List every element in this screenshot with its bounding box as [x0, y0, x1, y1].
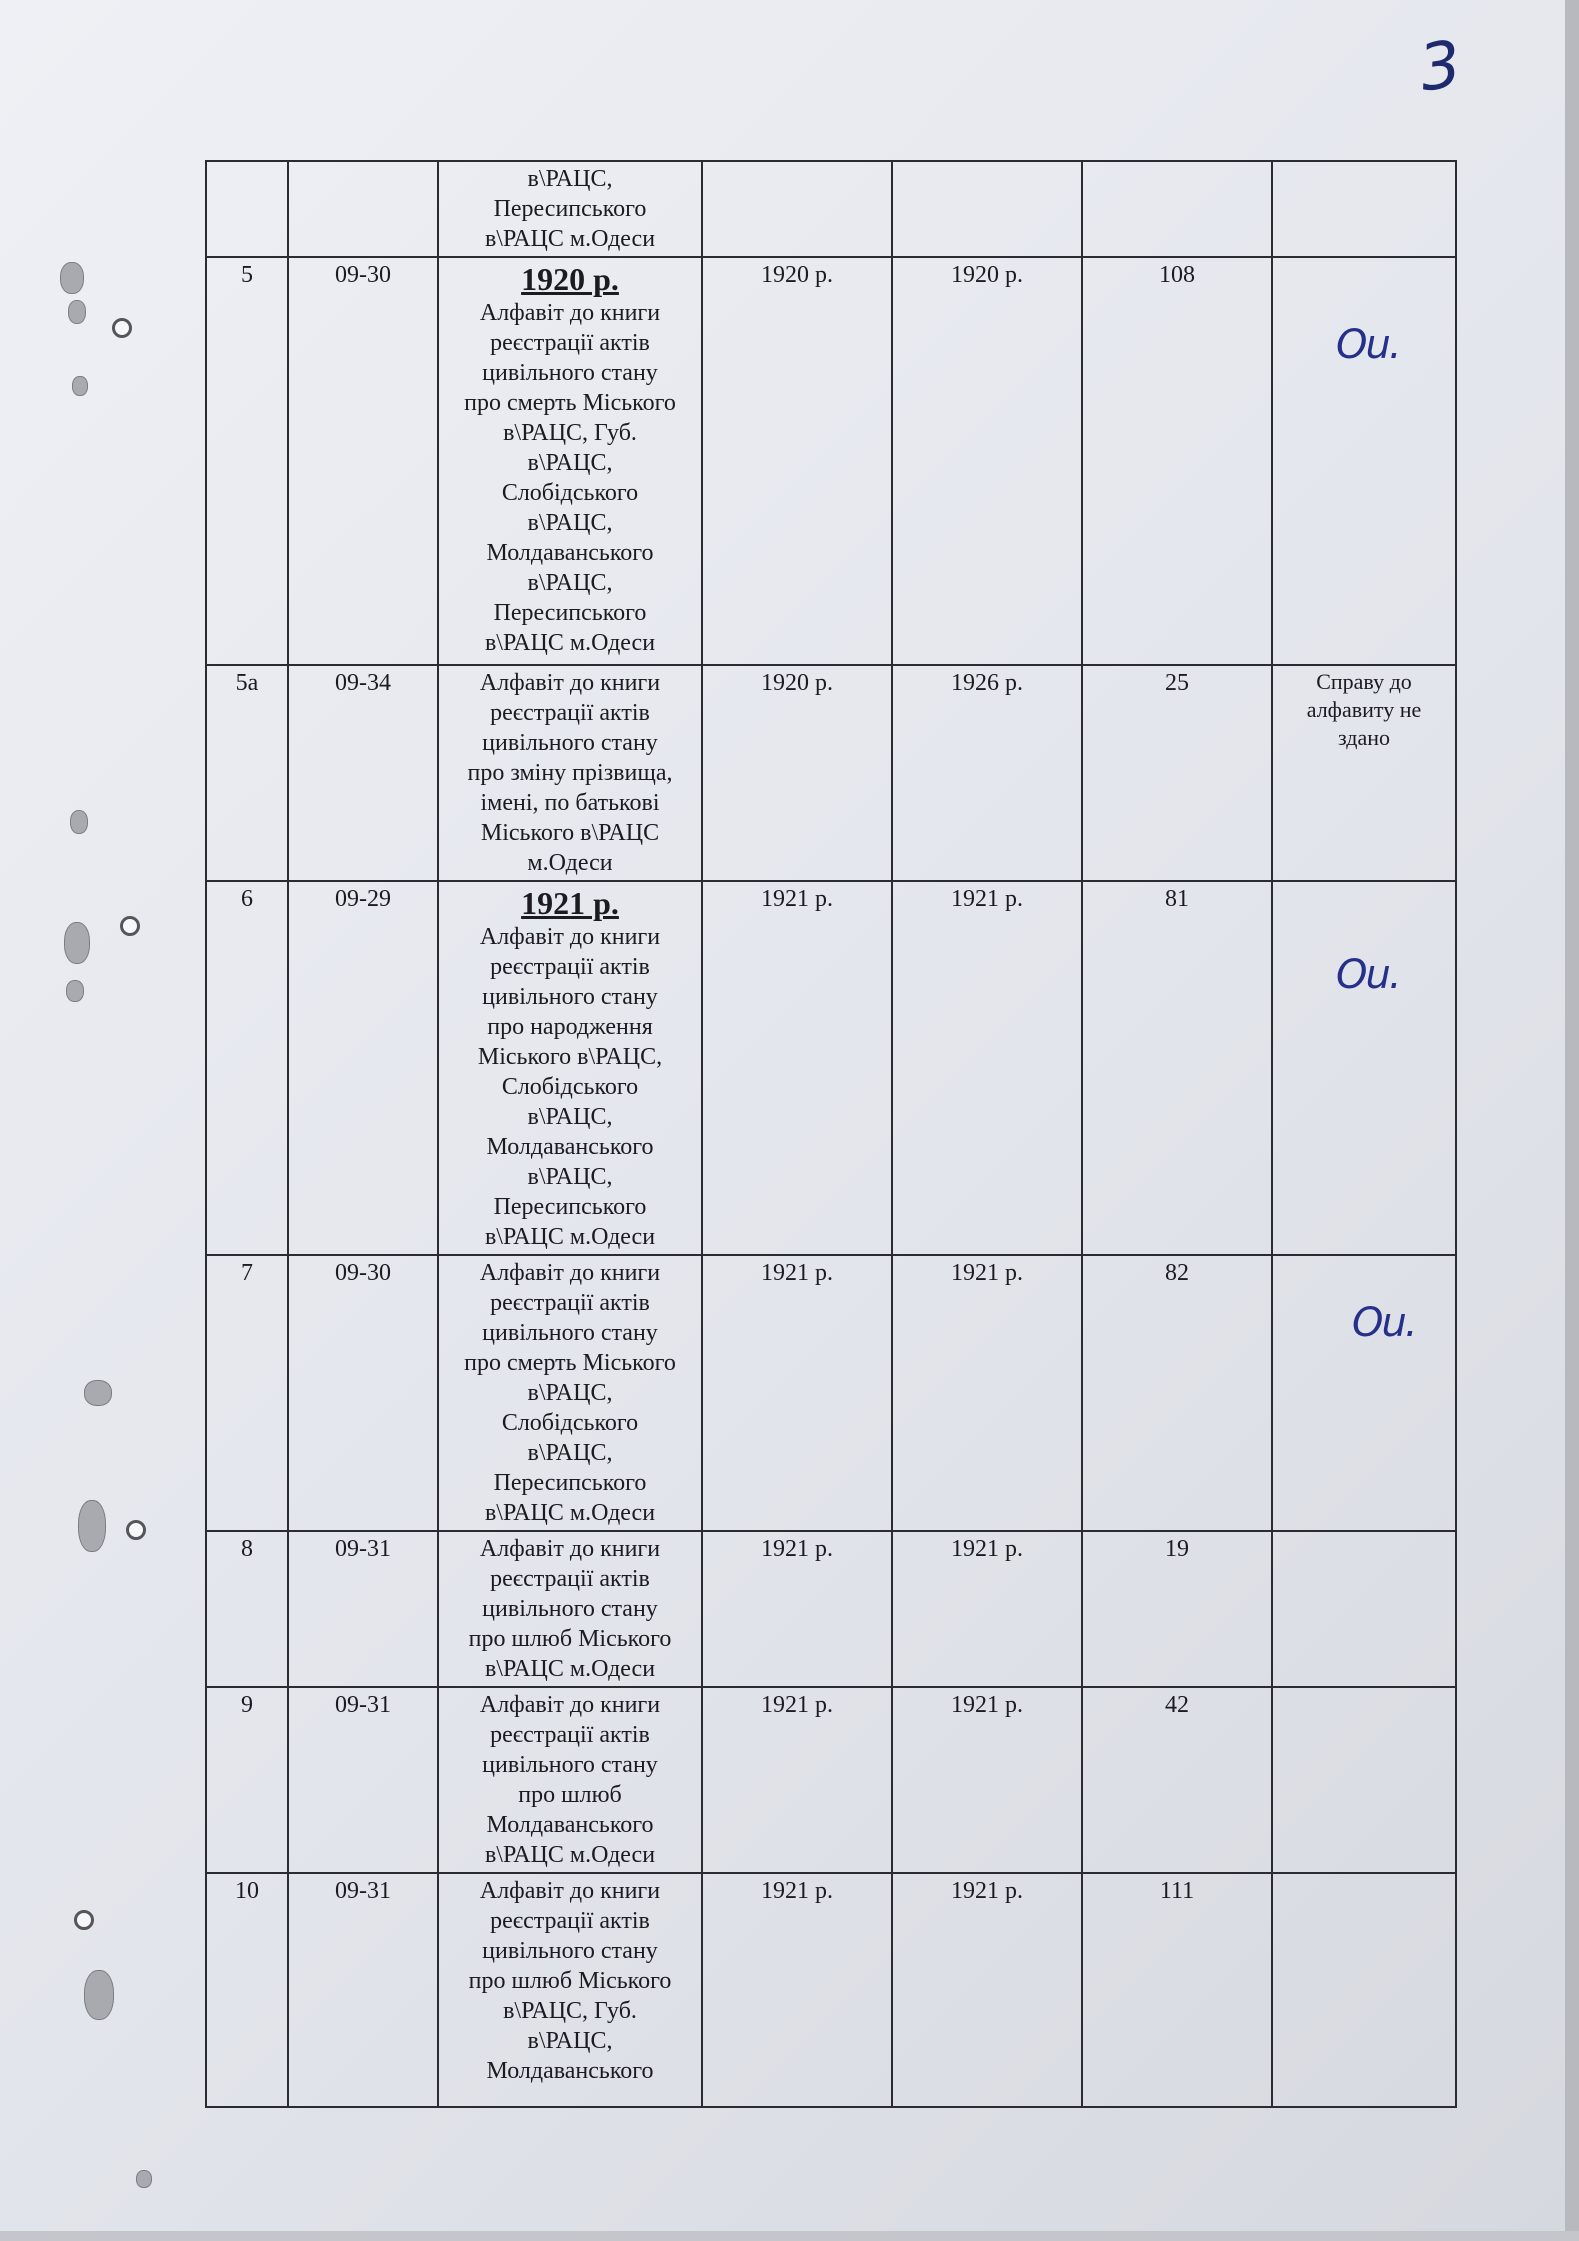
description-line: імені, по батькові: [480, 790, 660, 816]
description-line: про народження: [487, 1014, 653, 1040]
description-line: Міського в\РАЦС: [480, 820, 660, 846]
description-line: Алфавіт до книги: [479, 1692, 661, 1718]
handwritten-check-mark: Ou.: [1336, 952, 1400, 998]
description-line: Пересипського: [493, 196, 647, 222]
page-bottom-edge: [0, 2231, 1579, 2241]
description-line: в\РАЦС,: [527, 1380, 613, 1406]
note-cell: [1272, 665, 1456, 881]
end-year-cell: [892, 161, 1082, 257]
description-line: Молдаванського: [486, 2058, 654, 2084]
number-cell: 10: [206, 1873, 288, 2107]
count-cell: 81: [1082, 881, 1272, 1255]
binder-hole: [112, 318, 132, 338]
note-cell: [1272, 1531, 1456, 1687]
description-line: в\РАЦС,: [527, 1164, 613, 1190]
note-cell: [1272, 161, 1456, 257]
description-line: реєстрації актів: [490, 1908, 650, 1934]
code-cell: 09-31: [288, 1873, 438, 2107]
note-line: Справу до: [1316, 669, 1412, 694]
description-line: Алфавіт до книги: [479, 924, 661, 950]
note-cell: [1272, 881, 1456, 1255]
description-line: реєстрації актів: [490, 954, 650, 980]
table-row: [206, 257, 1456, 665]
description-line: Слобідського: [501, 480, 639, 506]
description-cell: [438, 665, 702, 881]
description-line: Пересипського: [493, 1194, 647, 1220]
number-cell: 9: [206, 1687, 288, 1873]
handwritten-check-mark: Ou.: [1352, 1300, 1416, 1346]
description-line: в\РАЦС м.Одеси: [484, 226, 656, 252]
count-cell: [1082, 161, 1272, 257]
description-line: Пересипського: [493, 600, 647, 626]
description-line: в\РАЦС, Губ.: [503, 420, 637, 446]
start-year-cell: 1921 р.: [702, 1687, 892, 1873]
description-line: реєстрації актів: [490, 1290, 650, 1316]
paper-debris: [68, 300, 86, 324]
code-cell: 09-30: [288, 1255, 438, 1531]
end-year-cell: 1921 р.: [892, 881, 1082, 1255]
description-line: про шлюб: [518, 1782, 622, 1808]
count-cell: 111: [1082, 1873, 1272, 2107]
code-cell: 09-29: [288, 881, 438, 1255]
description-line: Міського в\РАЦС,: [477, 1044, 663, 1070]
table-row: [206, 1531, 1456, 1687]
description-line: про шлюб Міського: [468, 1626, 672, 1652]
description-line: про шлюб Міського: [468, 1968, 672, 1994]
description-line: в\РАЦС,: [527, 166, 613, 192]
description-line: в\РАЦС, Губ.: [503, 1998, 637, 2024]
description-line: реєстрації актів: [490, 1566, 650, 1592]
description-line: про смерть Міського: [464, 390, 676, 416]
description-line: в\РАЦС,: [527, 570, 613, 596]
paper-debris: [72, 376, 88, 396]
paper-debris: [78, 1500, 106, 1552]
count-cell: 25: [1082, 665, 1272, 881]
number-cell: 7: [206, 1255, 288, 1531]
start-year-cell: 1921 р.: [702, 881, 892, 1255]
description-line: Алфавіт до книги: [479, 300, 661, 326]
description-cell: [438, 1687, 702, 1873]
description-line: Слобідського: [501, 1074, 639, 1100]
description-cell: [438, 881, 702, 1255]
description-line: Алфавіт до книги: [479, 670, 661, 696]
description-line: в\РАЦС,: [527, 1440, 613, 1466]
end-year-cell: 1921 р.: [892, 1255, 1082, 1531]
description-line: в\РАЦС,: [527, 1104, 613, 1130]
table-row: [206, 161, 1456, 257]
note-cell: [1272, 1255, 1456, 1531]
binder-hole: [120, 916, 140, 936]
description-line: в\РАЦС,: [527, 2028, 613, 2054]
paper-debris: [66, 980, 84, 1002]
code-cell: 09-30: [288, 257, 438, 665]
number-cell: [206, 161, 288, 257]
description-line: Алфавіт до книги: [479, 1878, 661, 1904]
start-year-cell: 1921 р.: [702, 1873, 892, 2107]
number-cell: 5а: [206, 665, 288, 881]
description-line: цивільного стану: [482, 984, 658, 1010]
note-cell: [1272, 1687, 1456, 1873]
count-cell: 108: [1082, 257, 1272, 665]
code-cell: 09-31: [288, 1687, 438, 1873]
start-year-cell: 1921 р.: [702, 1255, 892, 1531]
end-year-cell: 1921 р.: [892, 1873, 1082, 2107]
description-line: в\РАЦС м.Одеси: [484, 1500, 656, 1526]
note-cell: [1272, 1873, 1456, 2107]
description-line: цивільного стану: [482, 1596, 658, 1622]
code-cell: [288, 161, 438, 257]
description-line: про смерть Міського: [464, 1350, 676, 1376]
description-cell: [438, 1531, 702, 1687]
paper-debris: [70, 810, 88, 834]
end-year-cell: 1921 р.: [892, 1531, 1082, 1687]
count-cell: 82: [1082, 1255, 1272, 1531]
count-cell: 42: [1082, 1687, 1272, 1873]
count-cell: 19: [1082, 1531, 1272, 1687]
start-year-cell: 1921 р.: [702, 1531, 892, 1687]
binder-hole: [74, 1910, 94, 1930]
end-year-cell: 1920 р.: [892, 257, 1082, 665]
paper-debris: [84, 1970, 114, 2020]
paper-debris: [136, 2170, 152, 2188]
table-row: [206, 1687, 1456, 1873]
description-line: Алфавіт до книги: [479, 1260, 661, 1286]
paper-debris: [64, 922, 90, 964]
number-cell: 5: [206, 257, 288, 665]
table-row: [206, 1873, 1456, 2107]
description-line: реєстрації актів: [490, 1722, 650, 1748]
description-cell: [438, 161, 702, 257]
description-line: в\РАЦС м.Одеси: [484, 630, 656, 656]
description-line: цивільного стану: [482, 1752, 658, 1778]
binder-hole: [126, 1520, 146, 1540]
note-line: алфавиту не: [1306, 697, 1422, 722]
description-line: Молдаванського: [486, 1812, 654, 1838]
description-line: Молдаванського: [486, 1134, 654, 1160]
description-line: реєстрації актів: [490, 700, 650, 726]
end-year-cell: 1926 р.: [892, 665, 1082, 881]
start-year-cell: 1920 р.: [702, 665, 892, 881]
description-cell: [438, 257, 702, 665]
description-line: в\РАЦС,: [527, 510, 613, 536]
description-line: в\РАЦС м.Одеси: [484, 1842, 656, 1868]
paper-debris: [84, 1380, 112, 1406]
paper-debris: [60, 262, 84, 294]
description-cell: [438, 1873, 702, 2107]
number-cell: 8: [206, 1531, 288, 1687]
table-row: [206, 1255, 1456, 1531]
table-row: [206, 881, 1456, 1255]
number-cell: 6: [206, 881, 288, 1255]
description-line: в\РАЦС м.Одеси: [484, 1656, 656, 1682]
note-cell: [1272, 257, 1456, 665]
description-cell: [438, 1255, 702, 1531]
table-row: [206, 665, 1456, 881]
end-year-cell: 1921 р.: [892, 1687, 1082, 1873]
register-table: [205, 160, 1457, 2108]
description-line: Пересипського: [493, 1470, 647, 1496]
description-line: цивільного стану: [482, 1320, 658, 1346]
description-line: реєстрації актів: [490, 330, 650, 356]
year-heading: 1920 р.: [521, 261, 619, 297]
description-line: в\РАЦС м.Одеси: [484, 1224, 656, 1250]
note-line: здано: [1337, 725, 1391, 750]
page-edge-shadow: [1565, 0, 1579, 2241]
description-line: про зміну прізвища,: [467, 760, 673, 786]
description-line: Молдаванського: [486, 540, 654, 566]
code-cell: 09-31: [288, 1531, 438, 1687]
description-line: цивільного стану: [482, 1938, 658, 1964]
page-number: 3: [1415, 27, 1466, 107]
code-cell: 09-34: [288, 665, 438, 881]
year-heading: 1921 р.: [521, 885, 619, 921]
description-line: в\РАЦС,: [527, 450, 613, 476]
start-year-cell: 1920 р.: [702, 257, 892, 665]
description-line: цивільного стану: [482, 360, 658, 386]
description-line: цивільного стану: [482, 730, 658, 756]
description-line: Алфавіт до книги: [479, 1536, 661, 1562]
description-line: м.Одеси: [527, 850, 613, 876]
description-line: Слобідського: [501, 1410, 639, 1436]
start-year-cell: [702, 161, 892, 257]
handwritten-check-mark: Ou.: [1336, 322, 1400, 368]
